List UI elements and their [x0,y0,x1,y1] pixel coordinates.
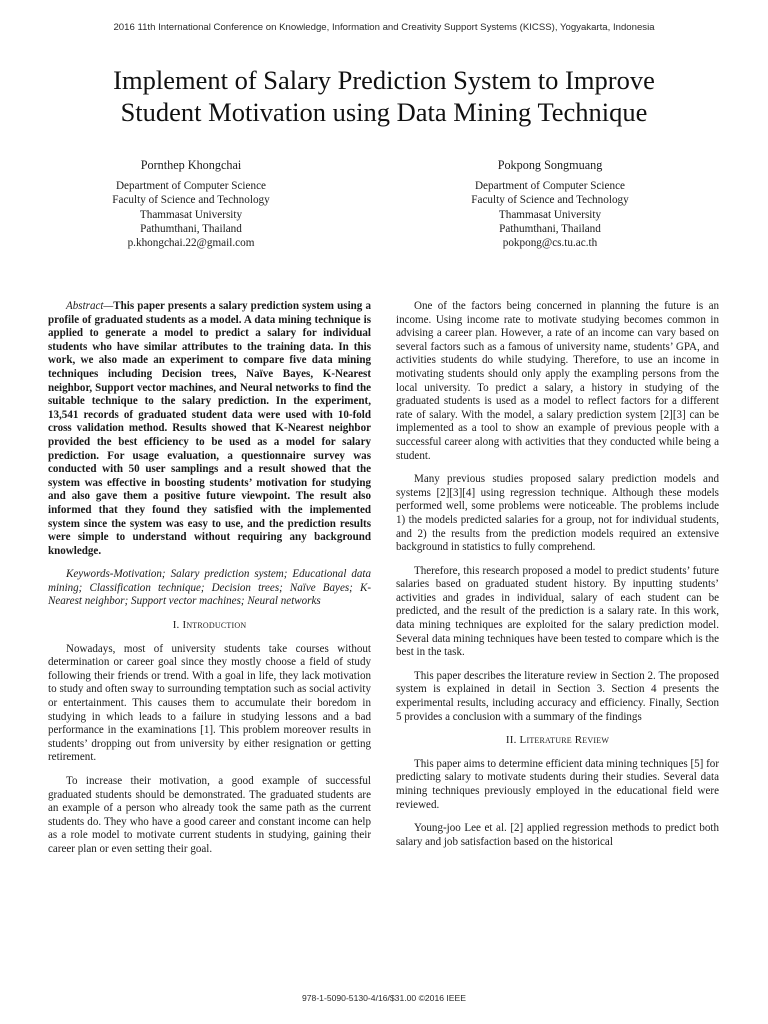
author-faculty: Faculty of Science and Technology [112,194,270,207]
paragraph: Nowadays, most of university students take courses without determination or career goal since they mostly choose a field of study following their friends or trend. With a goal in life, they lack motivation to study and often sway to surrounding temptation such as social activity or entertainment. This causes them to accumulate their boredom in studying in which leads to a failure in studying lessons and a bad performance in the examinations [1]. This problem moreover results in students’ dropping out from university by either resignation or getting retirement. [48,642,371,764]
author-block-1 [41,158,341,250]
author-name: Pokpong Songmuang [497,158,603,172]
section-number: I. [172,619,180,632]
author-block-2 [400,158,700,250]
right-column [396,300,719,859]
title-line-2: Student Motivation using Data Mining Technique [120,97,648,127]
abstract [48,300,371,558]
paragraph: Therefore, this research proposed a model to predict students’ future salaries based on graduated student history. By inputting students’ activities and grades in individual, salary of each student can be predicted, and the result of the prediction is a salary rate. In this work, data mining techniques are exploited for the salary prediction model. Several data mining techniques have been tested to compare which is the best in the task. [396,564,719,659]
author-name: Pornthep Khongchai [140,158,242,172]
author-university: Thammasat University [498,208,602,221]
conference-header: 2016 11th International Conference on Knowledge, Information and Creativity Support Systems (KICSS), Yogyakarta, Indonesia [113,22,655,33]
section-title: Introduction [182,619,247,632]
abstract-text: This paper presents a salary prediction system using a profile of graduated students as a model. A data mining technique is applied to generate a model to predict a salary for individual students who have similar attributes to the training data. In this work, we also made an experiment to compare five data mining techniques including Decision trees, Naïve Bayes, K-Nearest neighbor, Support vector machines, and Neural networks to find the suitable technique to the salary prediction. In the experiment, 13,541 records of graduated student data were used with 10-fold cross validation method. Results showed that K-Nearest neighbor provided the best efficiency to be used as a model for salary prediction. For usage evaluation, a questionnaire survey was conducted with 50 user samplings and a result showed that the system was effective in boosting students’ motivation for studying and also gave them a positive future viewpoint. The result also informed that they found they satisfied with the implemented system since the system was easy to use, and the prediction results were simple to understand without requiring any background knowledge. [48,300,371,557]
left-column [48,300,371,867]
author-department: Department of Computer Science [474,180,626,193]
copyright-footer: 978-1-5090-5130-4/16/$31.00 ©2016 IEEE [301,993,466,1003]
author-location: Pathumthani, Thailand [499,222,601,235]
section-heading-introduction [48,619,371,633]
author-location: Pathumthani, Thailand [140,222,242,235]
paper-title [40,64,728,128]
abstract-lead: Abstract— [66,300,114,312]
paragraph: This paper describes the literature review in Section 2. The proposed system is explained in detail in Section 3. Section 4 presents the experimental results, including accuracy and efficiency. Finally, Section 5 provides a conclusion with a summary of the findings [396,669,719,723]
section-title: Literature Review [519,734,610,747]
paragraph: Young-joo Lee et al. [2] applied regression methods to predict both salary and job satisfaction based on the historical [396,822,719,848]
author-department: Department of Computer Science [115,180,267,193]
author-university: Thammasat University [139,208,243,221]
paragraph: Many previous studies proposed salary prediction models and systems [2][3][4] using regression technique. Although these models performed well, some problems were noticeable. The problems include 1) the models predicted salaries for a group, not for individual students, and 2) the results from the prediction models required an extensive background in statistics to fully comprehend. [396,473,719,554]
paragraph: One of the factors being concerned in planning the future is an income. Using income rate to motivate studying becomes common in advising a career plan. However, a rate of an income can vary based on several factors such as a famous of university name, students’ GPA, and activities students do while studying. Therefore, to use an income in motivating students should only apply the exampling persons from the local university. To predict a salary, a history in studying of the graduated students is used as a model to reflect factors for a different rate of salary. With the model, a salary prediction system [2][3] can be implemented as a tool to show an example of previous people with a successful career along with activities that they conducted while being a student. [396,300,719,462]
author-faculty: Faculty of Science and Technology [471,194,629,207]
keywords: Keywords-Motivation; Salary prediction system; Educational data mining; Classification technique; Decision trees; Naïve Bayes; K-Nearest neighbor; Support vector machines; Neural networks [48,568,371,608]
section-number: II. [505,734,517,747]
section-heading-literature-review [396,734,719,748]
title-line-1: Implement of Salary Prediction System to Improve [113,65,655,95]
paragraph: To increase their motivation, a good example of successful graduated students should be demonstrated. The graduated students are an example of a person who already took the same path as the current students do. They who have a good career and constant income can help as a role model to motivate current students in studying, gaining their career plan or even setting their goal. [48,775,371,855]
author-email: pokpong@cs.tu.ac.th [502,237,598,250]
paragraph: This paper aims to determine efficient data mining techniques [5] for predicting salary to motivate students during their studies. Several data mining techniques previously employed in the educational field were reviewed. [396,757,719,811]
author-email: p.khongchai.22@gmail.com [127,237,255,250]
